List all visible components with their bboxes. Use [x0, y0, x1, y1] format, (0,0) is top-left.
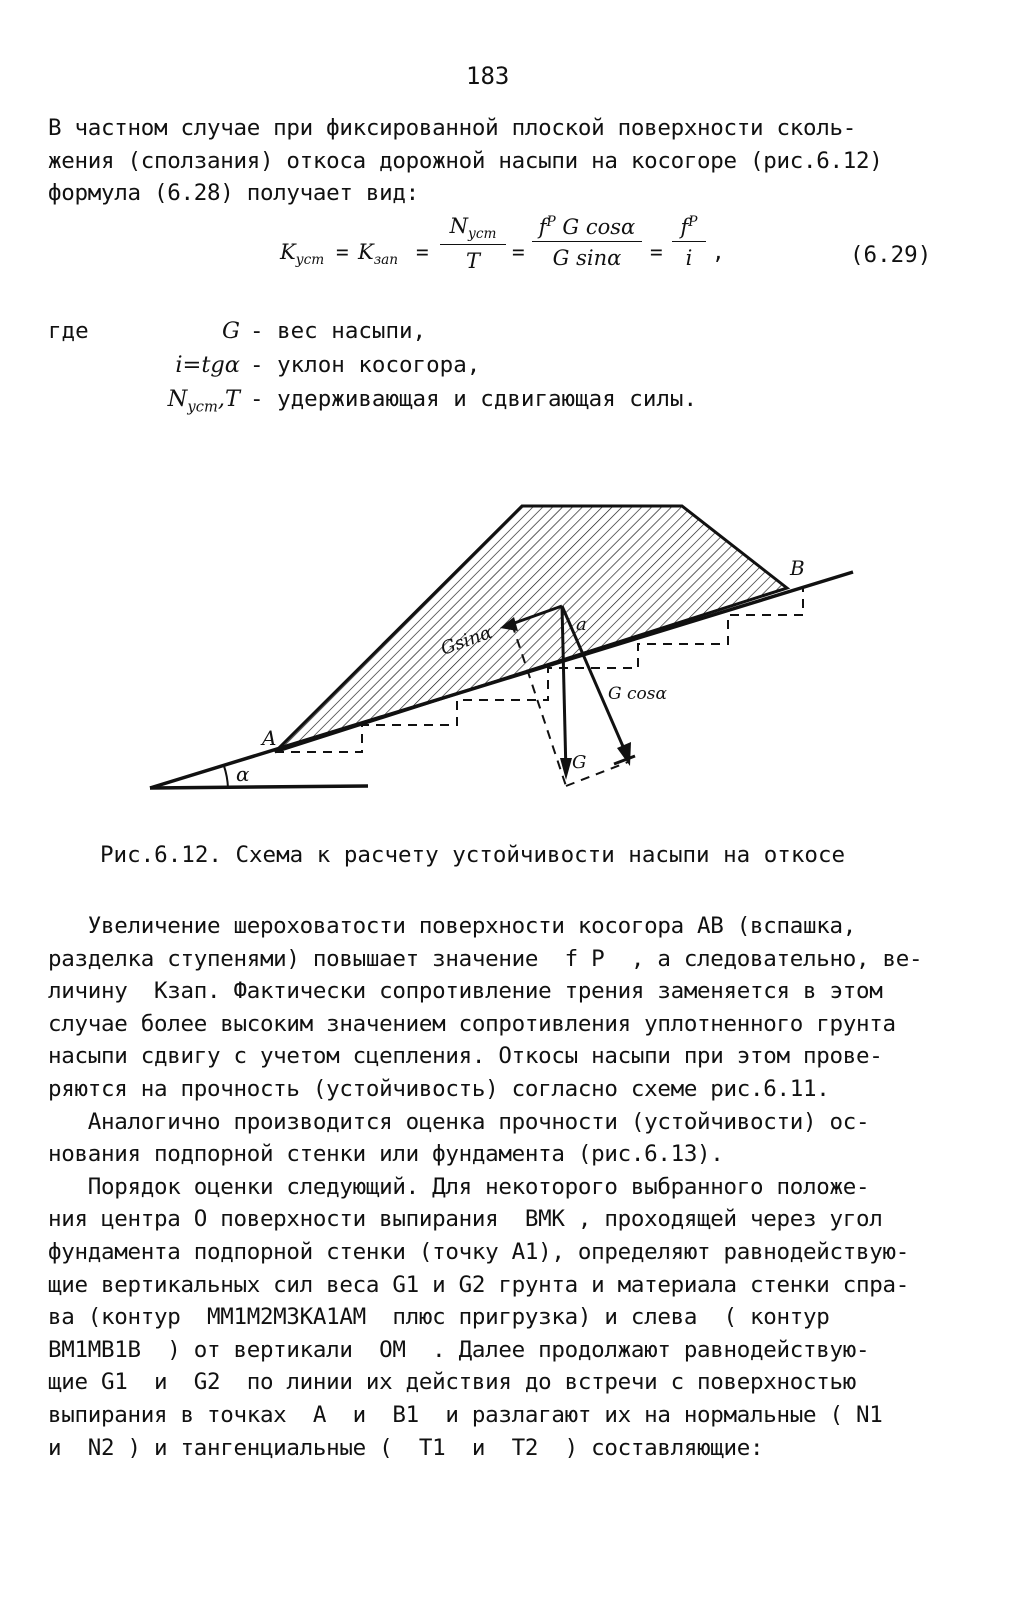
label-a-point: A — [262, 726, 277, 750]
label-gsin: Gsinα — [438, 621, 496, 660]
force-g-arrowhead — [560, 758, 572, 780]
formula-fraction-2: $\frac{f^P G \cos\alpha}{\text{G sinα}}$ — [532, 214, 642, 270]
body-line: ряются на прочность (устойчивость) согласно схеме рис.6.11. — [48, 1075, 830, 1102]
intro-line-3: формула (6.28) получает вид: — [48, 180, 419, 207]
formula-eq-4: = — [650, 240, 663, 264]
formula-comma: , — [712, 240, 725, 264]
body-paragraphs — [48, 910, 940, 1464]
formula-eq-1: = — [336, 240, 349, 264]
body-line: фундамента подпорной стенки (точку A1), определяют равнодействую- — [48, 1238, 910, 1265]
body-line: насыпи сдвигу с учетом сцепления. Откосы насыпи при этом прове- — [48, 1043, 883, 1070]
body-line: Аналогично производится оценка прочности (устойчивости) ос- — [48, 1108, 870, 1135]
equation-number: (6.29) — [850, 242, 932, 268]
body-line: разделка ступенями) повышает значение f P , а следовательно, ве- — [48, 945, 923, 972]
where-symbol-n: $N_{уст},T$ — [167, 386, 240, 416]
formula-eq-3: = — [512, 240, 525, 264]
where-text-g: - вес насыпи, — [250, 318, 427, 344]
intro-line-1: В частном случае при фиксированной плоской поверхности сколь- — [48, 115, 857, 141]
body-line: Порядок оценки следующий. Для некоторого выбранного положе- — [48, 1173, 870, 1200]
formula-fraction-3: $\frac{f^P}{i}$ — [672, 214, 706, 270]
body-line: ния центра O поверхности выпирания BMK , проходящей через угол — [48, 1206, 883, 1233]
horizontal-line — [150, 786, 368, 788]
label-a-small: a — [576, 614, 587, 635]
label-gcos: G cosα — [608, 684, 667, 704]
alpha-arc — [224, 766, 228, 788]
formula-fraction-1: $N_{уст}$ T — [440, 214, 506, 273]
label-g: G — [572, 752, 587, 773]
figure-caption: Рис.6.12. Схема к расчету устойчивости насыпи на откосе — [100, 842, 846, 868]
label-b-point: B — [790, 556, 805, 580]
where-symbol-g: G — [222, 318, 240, 344]
body-line: выпирания в точках A и B1 и разлагают их на нормальные ( N1 — [48, 1401, 883, 1428]
where-word: где — [48, 318, 89, 344]
body-line: щие G1 и G2 по линии их действия до встречи с поверхностью — [48, 1369, 857, 1396]
page-number: 183 — [466, 62, 510, 90]
where-text-n: - удерживающая и сдвигающая силы. — [250, 386, 698, 412]
body-line: и N2 ) и тангенциальные ( T1 и T2 ) составляющие: — [48, 1434, 764, 1461]
where-text-i: - уклон косогора, — [250, 352, 481, 378]
label-alpha: α — [236, 762, 250, 786]
where-symbol-i: i=tgα — [175, 352, 240, 378]
body-line: щие вертикальных сил веса G1 и G2 грунта и материала стенки спра- — [48, 1271, 910, 1298]
formula-k-ust: $K_{уст}$ — [280, 240, 325, 269]
formula-k-zap: $K_{зап}$ — [358, 240, 399, 269]
embankment-body — [275, 506, 787, 752]
body-line: ва (контур MM1M2M3KA1AM плюс пригрузка) и слева ( контур — [48, 1304, 830, 1331]
body-line: случае более высоким значением сопротивления уплотненного грунта — [48, 1010, 896, 1037]
body-line: нования подпорной стенки или фундамента (рис.6.13). — [48, 1141, 724, 1168]
body-line: BM1MB1B ) от вертикали OM . Далее продолжают равнодействую- — [48, 1336, 870, 1363]
body-line: личину Kзап. Фактически сопротивление трения заменяется в этом — [48, 978, 883, 1005]
intro-line-2: жения (сползания) откоса дорожной насыпи на косогоре (рис.6.12) — [48, 147, 883, 174]
body-line: Увеличение шероховатости поверхности косогора AB (вспашка, — [48, 913, 857, 939]
formula-eq-2: = — [416, 240, 429, 264]
